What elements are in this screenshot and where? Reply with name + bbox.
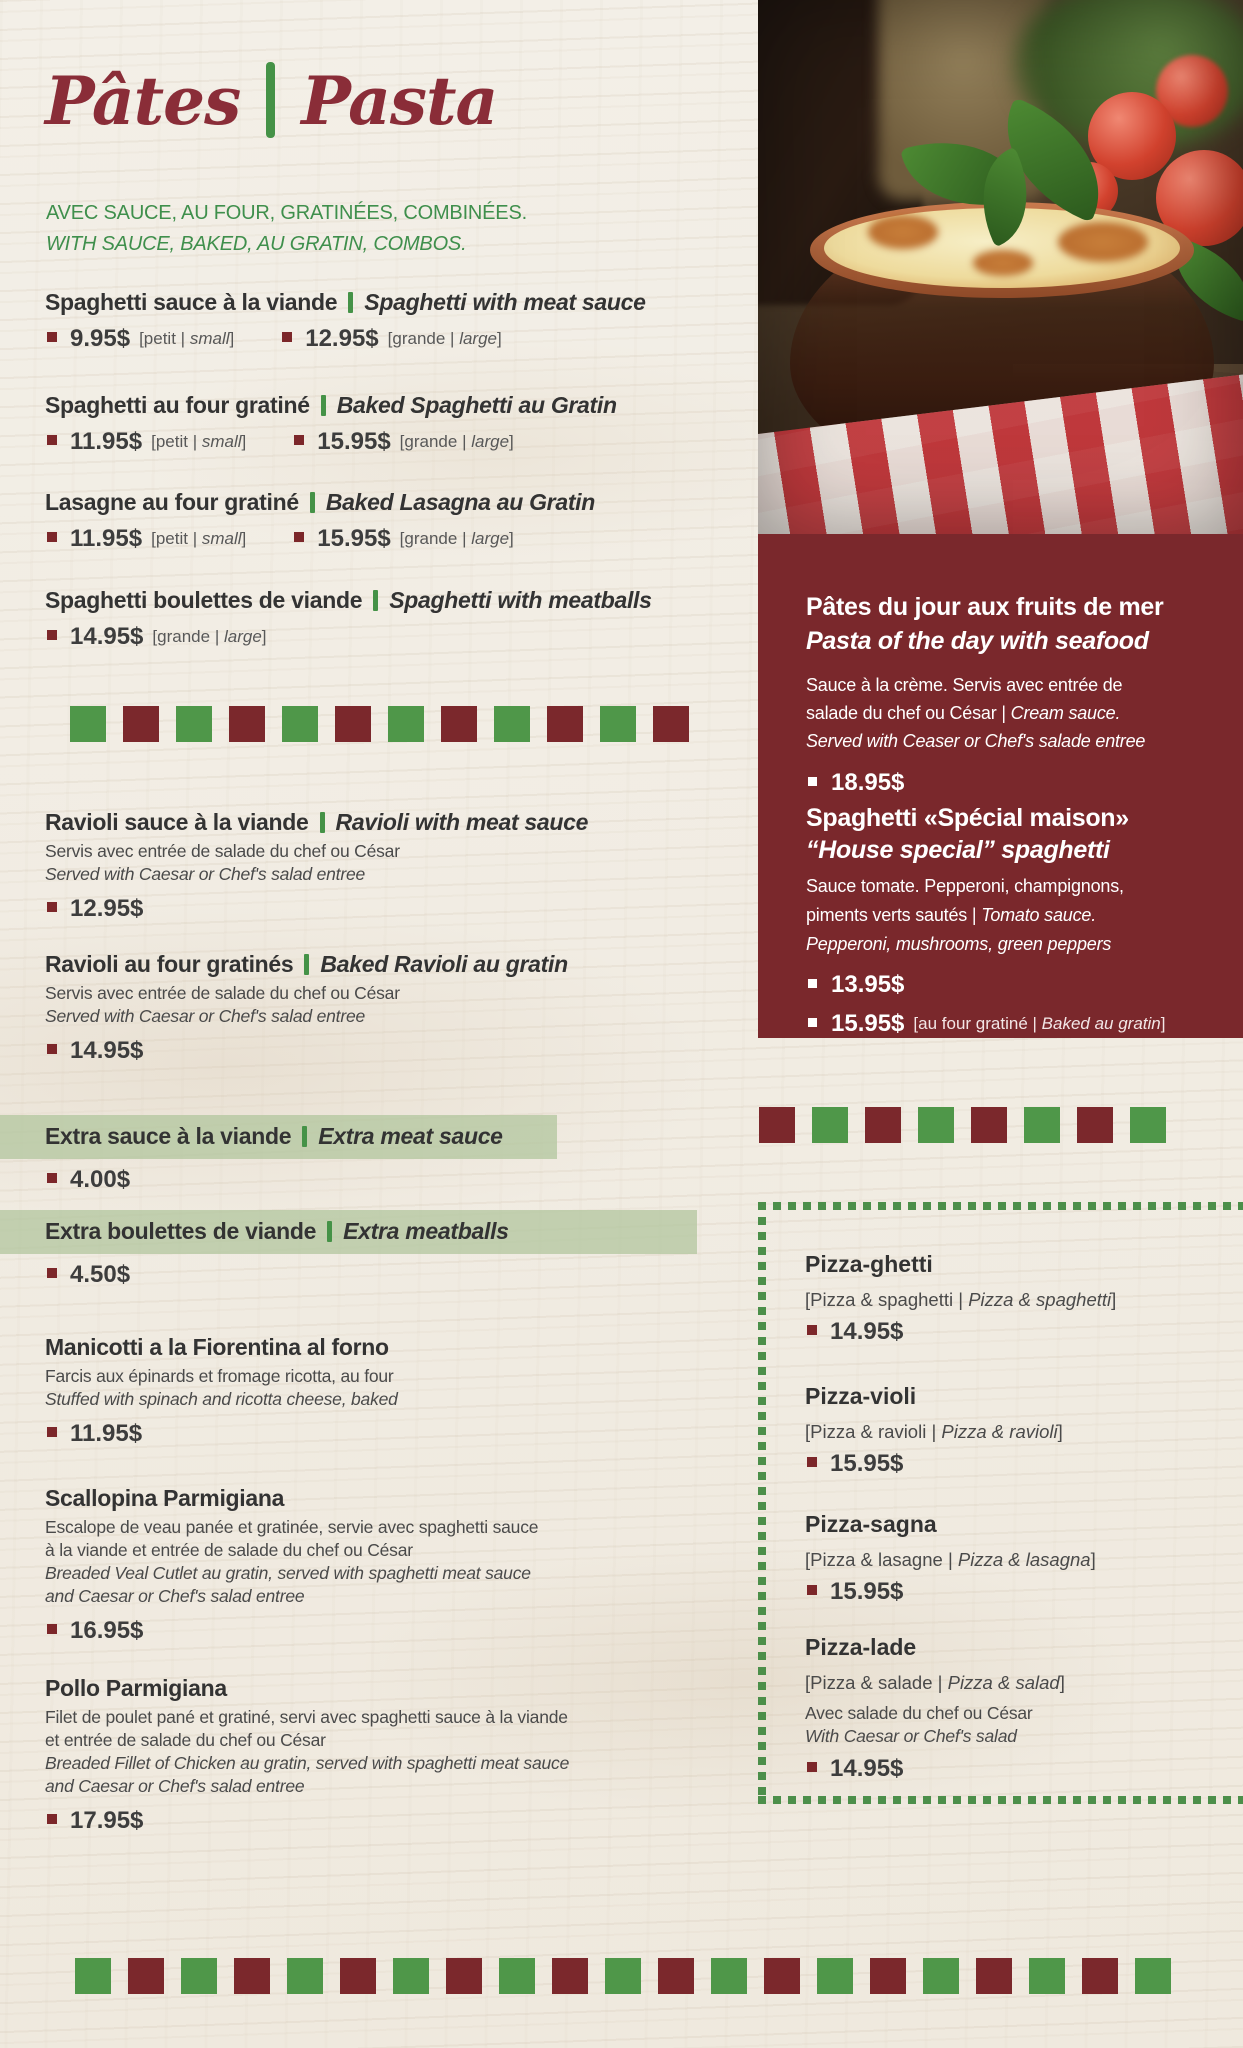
melted-cheese — [824, 208, 1180, 288]
item-bracket: [Pizza & ravioli | Pizza & ravioli] — [805, 1421, 1063, 1442]
title-divider-bar — [266, 62, 275, 138]
tomato — [1156, 150, 1243, 246]
price-bullet — [47, 332, 57, 342]
menu-item-ravioli-meat-sauce — [45, 808, 588, 923]
price-bullet — [808, 777, 817, 786]
featured-title — [806, 802, 1225, 866]
decor-square — [600, 706, 636, 742]
featured-item-house-special — [806, 802, 1225, 1038]
price-bullet — [47, 1427, 57, 1437]
decor-square — [282, 706, 318, 742]
price-group — [45, 895, 143, 923]
subtitle-en: WITH SAUCE, BAKED, AU GRATIN, COMBOS. — [46, 233, 467, 255]
price-note: [grande | large] — [399, 529, 514, 548]
item-title-en: Extra meatballs — [343, 1218, 509, 1244]
food-photo — [758, 0, 1243, 534]
item-title-fr: Pollo Parmigiana — [45, 1675, 227, 1701]
item-description: Servis avec entrée de salade du chef ou César Served with Caesar or Chef's salad entree — [45, 983, 400, 1026]
price-bullet — [47, 1624, 57, 1634]
title-separator — [320, 812, 325, 833]
item-title-fr: Extra sauce à la viande — [45, 1123, 292, 1149]
price-group — [805, 1318, 903, 1346]
price-group — [45, 1166, 130, 1194]
price-bullet — [47, 902, 57, 912]
checkered-cloth — [758, 369, 1243, 534]
page-title-fr: Pâtes — [45, 62, 241, 140]
price-group — [45, 1807, 143, 1835]
item-description: Avec salade du chef ou César With Caesar or Chef's salad — [805, 1703, 1033, 1746]
item-bracket: [Pizza & spaghetti | Pizza & spaghetti] — [805, 1289, 1117, 1310]
basil-leaf — [1161, 238, 1243, 323]
price: 14.95$ — [830, 1755, 904, 1782]
price-row — [805, 1578, 1096, 1606]
gratin-spot — [868, 215, 938, 249]
item-title — [45, 1217, 509, 1245]
subtitle-fr: AVEC SAUCE, AU FOUR, GRATINÉES, COMBINÉES. — [46, 202, 527, 224]
basil-leaf — [961, 147, 1048, 247]
price-group — [45, 428, 246, 456]
price: 18.95$ — [831, 769, 905, 796]
price-note: [petit | small] — [151, 432, 247, 451]
featured-description: Sauce à la crème. Servis avec entrée de salade du chef ou César | Cream sauce. Served with Ceaser or Chef's salade entree — [806, 675, 1146, 751]
item-description: Filet de poulet pané et gratiné, servi avec spaghetti sauce à la viande et entrée de salade du chef ou César Breaded Fillet of Chicken au gratin, served with spaghetti meat sauce and Caesar or Chef's salad entree — [45, 1707, 570, 1796]
bowl-rim — [810, 202, 1194, 298]
decor-square — [234, 1958, 270, 1994]
title-separator — [321, 395, 326, 416]
basil-background-blur — [1013, 0, 1243, 150]
tomato — [1060, 162, 1118, 220]
item-title — [45, 1674, 569, 1702]
price-row — [45, 895, 588, 923]
price-bullet — [47, 630, 57, 640]
item-title-fr: Lasagne au four gratiné — [45, 489, 299, 515]
page-subtitle — [46, 198, 527, 260]
basil-leaf — [981, 97, 1125, 223]
decor-square — [1082, 1958, 1118, 1994]
price: 17.95$ — [70, 1807, 144, 1834]
decor-square — [340, 1958, 376, 1994]
item-title-fr: Extra boulettes de viande — [45, 1218, 317, 1244]
item-title — [45, 1333, 398, 1361]
menu-item-extra-meatballs — [45, 1217, 509, 1289]
menu-item-scallopina — [45, 1484, 538, 1645]
item-title: Pizza-ghetti — [805, 1251, 933, 1277]
menu-item-spaghetti-meat-sauce — [45, 288, 646, 353]
price-note: [grande | large] — [399, 432, 514, 451]
price-group — [806, 971, 1225, 999]
price-group — [45, 623, 267, 651]
price-group — [806, 1010, 1225, 1038]
price-row — [45, 428, 617, 456]
item-title-en: Spaghetti with meat sauce — [364, 289, 646, 315]
price-bullet — [47, 1044, 57, 1054]
item-title-en: Extra meat sauce — [318, 1123, 503, 1149]
decor-square — [388, 706, 424, 742]
price-note: [grande | large] — [152, 627, 267, 646]
decor-square — [658, 1958, 694, 1994]
menu-item-pizza-sagna — [805, 1510, 1096, 1606]
price-bullet — [808, 1018, 817, 1027]
title-separator — [304, 954, 309, 975]
price: 4.00$ — [70, 1166, 131, 1193]
item-title-en: Spaghetti with meatballs — [389, 587, 652, 613]
decor-square — [976, 1958, 1012, 1994]
price: 11.95$ — [70, 1420, 143, 1447]
price: 15.95$ — [831, 1010, 905, 1037]
price-bullet — [807, 1457, 817, 1467]
dotted-border-top — [758, 1202, 1243, 1210]
price-bullet — [47, 1268, 57, 1278]
price-group — [292, 428, 514, 456]
item-bracket: [Pizza & salade | Pizza & salad] — [805, 1672, 1065, 1693]
decor-square — [971, 1107, 1007, 1143]
decor-square — [75, 1958, 111, 1994]
decor-square — [865, 1107, 901, 1143]
featured-title-en: Pasta of the day with seafood — [806, 627, 1149, 655]
price-group — [292, 525, 514, 553]
basil-leaf — [900, 123, 1026, 225]
decor-squares-row-mid — [70, 706, 689, 742]
item-title-fr: Spaghetti sauce à la viande — [45, 289, 338, 315]
price: 11.95$ — [70, 428, 143, 455]
price-group — [280, 325, 502, 353]
item-title — [45, 808, 588, 836]
price-bullet — [807, 1762, 817, 1772]
featured-title-fr: Pâtes du jour aux fruits de mer — [806, 593, 1164, 621]
menu-item-baked-ravioli — [45, 950, 568, 1065]
price-bullet — [808, 979, 817, 988]
title-separator — [348, 292, 353, 313]
decor-square — [547, 706, 583, 742]
price: 4.50$ — [70, 1261, 131, 1288]
menu-item-pizza-ghetti — [805, 1250, 1116, 1346]
item-bracket: [Pizza & lasagne | Pizza & lasagna] — [805, 1549, 1096, 1570]
price-group — [45, 1420, 142, 1448]
decor-square — [918, 1107, 954, 1143]
dotted-border-bottom — [758, 1796, 1243, 1804]
decor-squares-row-right — [759, 1107, 1166, 1143]
decor-square — [441, 706, 477, 742]
item-description: Servis avec entrée de salade du chef ou César Served with Caesar or Chef's salad entree — [45, 841, 400, 884]
item-title: Pizza-sagna — [805, 1511, 937, 1537]
decor-square — [446, 1958, 482, 1994]
decor-square — [552, 1958, 588, 1994]
price-note: [au four gratiné | Baked au gratin] — [913, 1014, 1166, 1033]
decor-square — [393, 1958, 429, 1994]
price: 9.95$ — [70, 325, 131, 352]
featured-item-seafood-pasta — [806, 590, 1225, 797]
tomato — [1156, 55, 1228, 127]
item-title-fr: Scallopina Parmigiana — [45, 1485, 285, 1511]
menu-item-spaghetti-meatballs — [45, 586, 652, 651]
decor-square — [1077, 1107, 1113, 1143]
featured-title — [806, 590, 1225, 658]
price-row — [805, 1450, 1063, 1478]
gratin-spot — [973, 250, 1033, 276]
dotted-border-left — [758, 1202, 766, 1804]
menu-item-baked-spaghetti — [45, 391, 617, 456]
item-title-en: Baked Ravioli au gratin — [320, 951, 568, 977]
menu-item-pizza-violi — [805, 1382, 1063, 1478]
price-bullet — [47, 435, 57, 445]
price-group — [45, 1037, 143, 1065]
title-separator — [327, 1221, 332, 1242]
featured-description: Sauce tomate. Pepperoni, champignons, piments verts sautés | Tomato sauce. Pepperoni, mushrooms, green peppers — [806, 876, 1124, 954]
menu-item-extra-meat-sauce — [45, 1122, 503, 1194]
price-row — [805, 1318, 1116, 1346]
item-title-fr: Manicotti a la Fiorentina al forno — [45, 1334, 389, 1360]
price-group — [805, 1450, 903, 1478]
featured-specials-box — [758, 534, 1243, 1038]
price-bullet — [282, 332, 292, 342]
price: 11.95$ — [70, 525, 143, 552]
decor-square — [1029, 1958, 1065, 1994]
item-title — [45, 1122, 503, 1150]
price: 14.95$ — [70, 623, 144, 650]
menu-item-pizza-lade — [805, 1633, 1065, 1783]
item-title: Pizza-violi — [805, 1383, 917, 1409]
price: 16.95$ — [70, 1617, 144, 1644]
price: 12.95$ — [70, 895, 144, 922]
decor-square — [70, 706, 106, 742]
decor-square — [176, 706, 212, 742]
item-title — [45, 586, 652, 614]
price: 12.95$ — [305, 325, 379, 352]
item-title-fr: Spaghetti au four gratiné — [45, 392, 310, 418]
decor-square — [923, 1958, 959, 1994]
price-group — [805, 1755, 903, 1783]
price: 14.95$ — [830, 1318, 904, 1345]
price-row — [45, 1420, 398, 1448]
gratin-spot — [1058, 222, 1148, 262]
price: 14.95$ — [70, 1037, 144, 1064]
price-group — [45, 1261, 130, 1289]
title-separator — [310, 492, 315, 513]
decor-squares-row-bottom — [75, 1958, 1171, 1994]
jar-shape — [878, 0, 1048, 200]
item-title-en: Ravioli with meat sauce — [335, 809, 589, 835]
price-note: [petit | small] — [151, 529, 247, 548]
decor-square — [128, 1958, 164, 1994]
price-row — [45, 525, 595, 553]
price-row — [805, 1755, 1065, 1783]
price-bullet — [47, 1814, 57, 1824]
decor-square — [605, 1958, 641, 1994]
decor-square — [711, 1958, 747, 1994]
item-title: Pizza-lade — [805, 1634, 917, 1660]
menu-item-baked-lasagna — [45, 488, 595, 553]
price-row — [45, 623, 652, 651]
decor-square — [181, 1958, 217, 1994]
item-title — [45, 288, 646, 316]
decor-square — [817, 1958, 853, 1994]
tomato — [1088, 92, 1176, 180]
oil-bottle-shape — [758, 0, 923, 305]
price-group — [805, 1578, 903, 1606]
price: 15.95$ — [317, 525, 391, 552]
decor-square — [123, 706, 159, 742]
price-row — [45, 325, 646, 353]
price: 15.95$ — [317, 428, 391, 455]
decor-square — [764, 1958, 800, 1994]
item-title — [45, 488, 595, 516]
title-separator — [373, 590, 378, 611]
decor-square — [287, 1958, 323, 1994]
decor-square — [759, 1107, 795, 1143]
item-title — [45, 1484, 538, 1512]
item-title-fr: Ravioli au four gratinés — [45, 951, 294, 977]
price-group — [45, 525, 246, 553]
menu-item-pollo — [45, 1674, 569, 1835]
decor-square — [1135, 1958, 1171, 1994]
item-description: Farcis aux épinards et fromage ricotta, au four Stuffed with spinach and ricotta cheese, baked — [45, 1366, 398, 1409]
price-row — [45, 1166, 503, 1194]
price: 15.95$ — [830, 1450, 904, 1477]
item-title-fr: Spaghetti boulettes de viande — [45, 587, 363, 613]
price-row — [45, 1617, 538, 1645]
decor-square — [229, 706, 265, 742]
decor-square — [335, 706, 371, 742]
featured-title-en: “House special” spaghetti — [806, 836, 1110, 864]
clay-bowl — [790, 215, 1214, 480]
decor-square — [494, 706, 530, 742]
price: 13.95$ — [831, 971, 905, 998]
price-row — [45, 1807, 569, 1835]
featured-title-fr: Spaghetti «Spécial maison» — [806, 804, 1129, 832]
page-title-en: Pasta — [301, 62, 498, 140]
price-note: [grande | large] — [387, 329, 502, 348]
decor-square — [1024, 1107, 1060, 1143]
price-bullet — [47, 532, 57, 542]
item-title — [45, 950, 568, 978]
item-description: Escalope de veau panée et gratinée, servie avec spaghetti sauce à la viande et entrée de salade du chef ou César Breaded Veal Cutlet au gratin, served with spaghetti meat sauce and Caesar or Chef's salad entree — [45, 1517, 539, 1606]
decor-square — [499, 1958, 535, 1994]
decor-square — [653, 706, 689, 742]
price-row — [45, 1037, 568, 1065]
price-bullet — [47, 1173, 57, 1183]
item-title-fr: Ravioli sauce à la viande — [45, 809, 309, 835]
decor-square — [870, 1958, 906, 1994]
price-bullet — [294, 435, 304, 445]
item-title-en: Baked Lasagna au Gratin — [325, 489, 596, 515]
price-bullet — [807, 1325, 817, 1335]
price-note: [petit | small] — [139, 329, 235, 348]
item-title-en: Baked Spaghetti au Gratin — [336, 392, 617, 418]
price-bullet — [807, 1585, 817, 1595]
menu-item-manicotti — [45, 1333, 398, 1448]
item-title — [45, 391, 617, 419]
page-title — [45, 62, 497, 138]
price-row — [45, 1261, 509, 1289]
decor-square — [1130, 1107, 1166, 1143]
price-group — [45, 1617, 143, 1645]
title-separator — [302, 1126, 307, 1147]
wood-table — [1013, 364, 1243, 534]
price-bullet — [294, 532, 304, 542]
price-group — [45, 325, 234, 353]
price: 15.95$ — [830, 1578, 904, 1605]
price-group — [806, 769, 1225, 797]
decor-square — [812, 1107, 848, 1143]
